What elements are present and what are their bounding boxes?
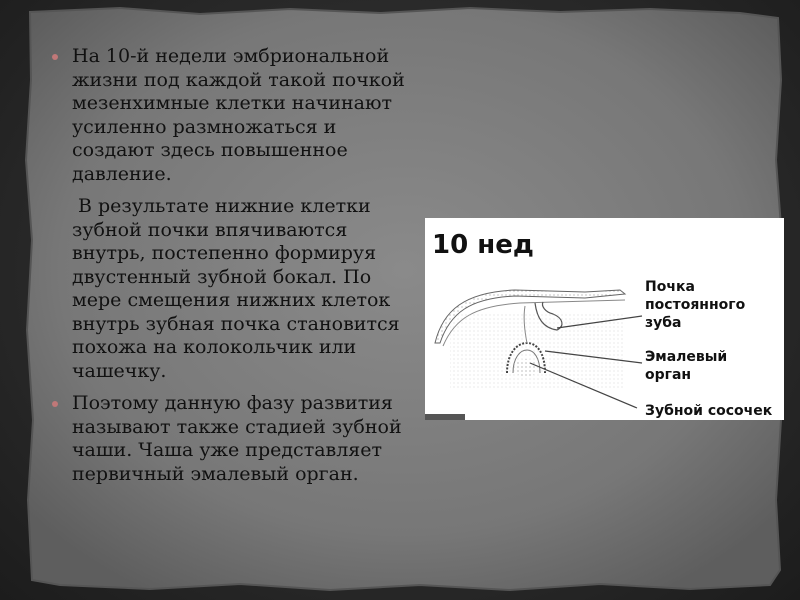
paragraph-2	[52, 195, 417, 383]
label-permanent-tooth-bud	[645, 278, 745, 332]
label-line: зуба	[645, 315, 682, 331]
bullet-icon	[52, 54, 58, 60]
label-line: постоянного	[645, 297, 746, 313]
label-dental-papilla: Зубной сосочек	[645, 403, 773, 419]
label-line: Эмалевый	[645, 349, 728, 365]
figure-title: 10 нед	[432, 230, 534, 260]
label-line: Почка	[645, 279, 695, 295]
slide-text	[52, 45, 417, 495]
label-line: орган	[645, 367, 692, 383]
paragraph-1	[52, 45, 417, 186]
label-enamel-organ	[645, 348, 727, 384]
figure-corner-mark	[425, 414, 465, 420]
bullet-icon	[52, 401, 58, 407]
paragraph-1-text: На 10-й недели эмбриональной жизни под каждой такой почкой мезенхимные клетки начинают усиленно размножаться и создают здесь повышенное давление.	[72, 45, 405, 185]
paragraph-2-text: В результате нижние клетки зубной почки впячиваются внутрь, постепенно формируя двустенный зубной бокал. По мере смещения нижних клеток внутрь зубная почка становится похожа на колокольчик или чашечку.	[72, 195, 400, 382]
paragraph-3-text: Поэтому данную фазу развития называют также стадией зубной чаши. Чаша уже представляет первичный эмалевый орган.	[72, 392, 402, 485]
tooth-development-figure	[425, 218, 784, 420]
paragraph-3	[52, 392, 417, 486]
